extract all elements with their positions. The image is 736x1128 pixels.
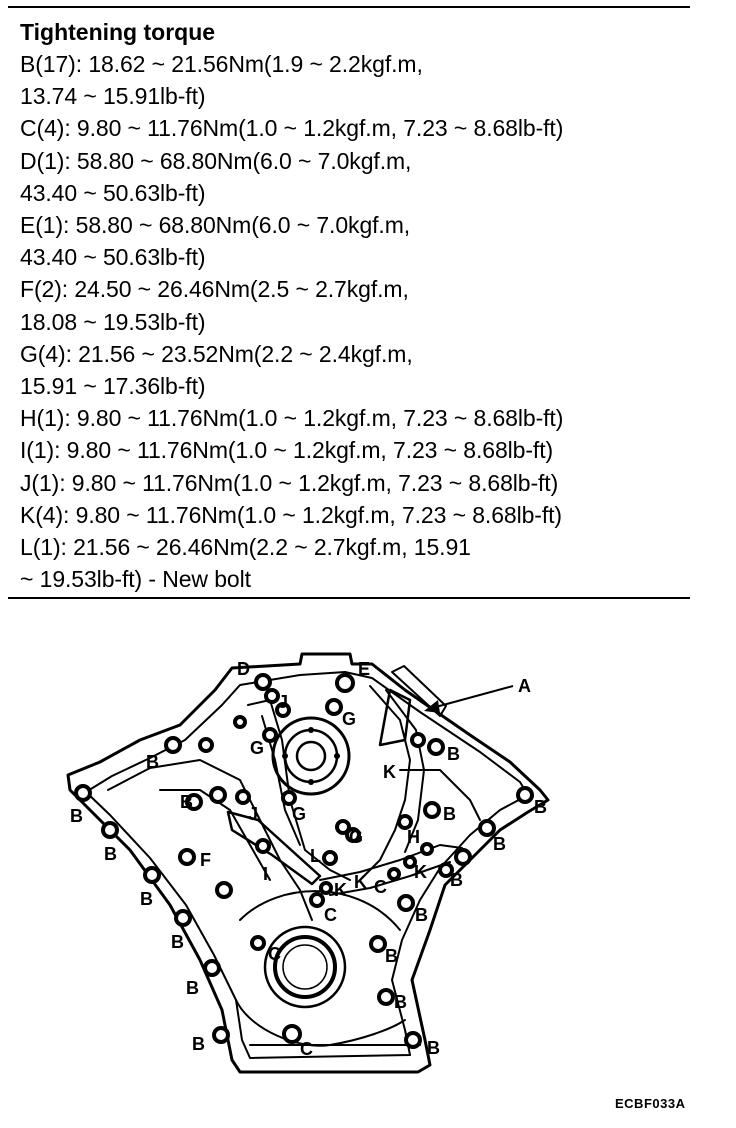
spec-line-e-1: E(1): 58.80 ~ 68.80Nm(6.0 ~ 7.0kgf.m, bbox=[20, 212, 411, 239]
spec-line-g-1: G(4): 21.56 ~ 23.52Nm(2.2 ~ 2.4kgf.m, bbox=[20, 340, 413, 367]
label-c-2: C bbox=[324, 905, 337, 925]
label-h: H bbox=[407, 827, 420, 847]
label-e: E bbox=[358, 659, 371, 679]
camshaft-sprocket bbox=[273, 718, 349, 794]
label-d: D bbox=[237, 659, 250, 679]
label-b-15: B bbox=[385, 946, 398, 966]
label-g-3: G bbox=[292, 804, 307, 824]
spec-line-l-1: L(1): 21.56 ~ 26.46Nm(2.2 ~ 2.7kgf.m, 15.91 bbox=[20, 534, 471, 561]
label-b-2: B bbox=[447, 744, 460, 764]
label-b-16: B bbox=[394, 992, 407, 1012]
label-b-12: B bbox=[493, 834, 506, 854]
label-c-4: C bbox=[300, 1039, 313, 1059]
label-b-6: B bbox=[171, 932, 184, 952]
spec-line-e-2: 43.40 ~ 50.63lb-ft) bbox=[20, 244, 206, 271]
label-f: F bbox=[200, 850, 211, 870]
spec-line-l-2: ~ 19.53lb-ft) - New bolt bbox=[20, 566, 251, 593]
torque-spec-block bbox=[20, 17, 700, 595]
spec-line-c: C(4): 9.80 ~ 11.76Nm(1.0 ~ 1.2kgf.m, 7.23 ~ 8.68lb-ft) bbox=[20, 115, 564, 142]
spec-line-b-2: 13.74 ~ 15.91lb-ft) bbox=[20, 83, 206, 110]
label-b-5: B bbox=[140, 889, 153, 909]
label-k-1: K bbox=[383, 762, 396, 782]
spec-line-f-1: F(2): 24.50 ~ 26.46Nm(2.5 ~ 2.7kgf.m, bbox=[20, 276, 409, 303]
label-g-2: G bbox=[250, 738, 265, 758]
label-g-4: G bbox=[349, 827, 364, 847]
label-b-7: B bbox=[186, 978, 199, 998]
pointer-arrow-a bbox=[424, 686, 513, 713]
label-b-11: B bbox=[534, 797, 547, 817]
spec-line-b-1: B(17): 18.62 ~ 21.56Nm(1.9 ~ 2.2kgf.m, bbox=[20, 51, 423, 77]
label-b-4: B bbox=[104, 844, 117, 864]
label-k-3: K bbox=[354, 872, 367, 892]
label-b-1: B bbox=[146, 752, 159, 772]
label-b-3: B bbox=[70, 806, 83, 826]
crankshaft-seal bbox=[265, 927, 345, 1007]
figure-code: ECBF033A bbox=[615, 1096, 686, 1111]
label-k-2: K bbox=[334, 880, 347, 900]
label-l: L bbox=[310, 846, 321, 866]
spec-line-d-2: 43.40 ~ 50.63lb-ft) bbox=[20, 179, 206, 206]
spec-line-f-2: 18.08 ~ 19.53lb-ft) bbox=[20, 308, 206, 335]
label-j-top: J bbox=[278, 692, 289, 712]
label-b-9: B bbox=[180, 792, 193, 812]
spec-title: Tightening torque bbox=[20, 19, 216, 45]
label-k-4: K bbox=[414, 862, 427, 882]
spec-line-i: I(1): 9.80 ~ 11.76Nm(1.0 ~ 1.2kgf.m, 7.23 ~ 8.68lb-ft) bbox=[20, 437, 554, 464]
bottom-rule bbox=[8, 597, 690, 599]
spec-line-g-2: 15.91 ~ 17.36lb-ft) bbox=[20, 373, 206, 400]
label-j: J bbox=[248, 804, 259, 824]
label-c-1: C bbox=[374, 877, 387, 897]
label-a: A bbox=[518, 676, 531, 696]
top-rule bbox=[8, 6, 690, 8]
spec-line-d-1: D(1): 58.80 ~ 68.80Nm(6.0 ~ 7.0kgf.m, bbox=[20, 147, 412, 174]
label-b-8: B bbox=[192, 1034, 205, 1054]
spec-line-k: K(4): 9.80 ~ 11.76Nm(1.0 ~ 1.2kgf.m, 7.23 ~ 8.68lb-ft) bbox=[20, 501, 562, 528]
spec-line-h: H(1): 9.80 ~ 11.76Nm(1.0 ~ 1.2kgf.m, 7.23 ~ 8.68lb-ft) bbox=[20, 405, 564, 432]
label-i: I bbox=[263, 864, 269, 884]
spec-line-j: J(1): 9.80 ~ 11.76Nm(1.0 ~ 1.2kgf.m, 7.23 ~ 8.68lb-ft) bbox=[20, 469, 559, 496]
label-c-3: C bbox=[268, 944, 281, 964]
label-b-14: B bbox=[415, 905, 428, 925]
label-g-1: G bbox=[342, 709, 357, 729]
label-b-13: B bbox=[450, 870, 463, 890]
label-b-17: B bbox=[427, 1038, 440, 1058]
label-b-10: B bbox=[443, 804, 456, 824]
timing-chain-cover-diagram bbox=[0, 620, 736, 1096]
